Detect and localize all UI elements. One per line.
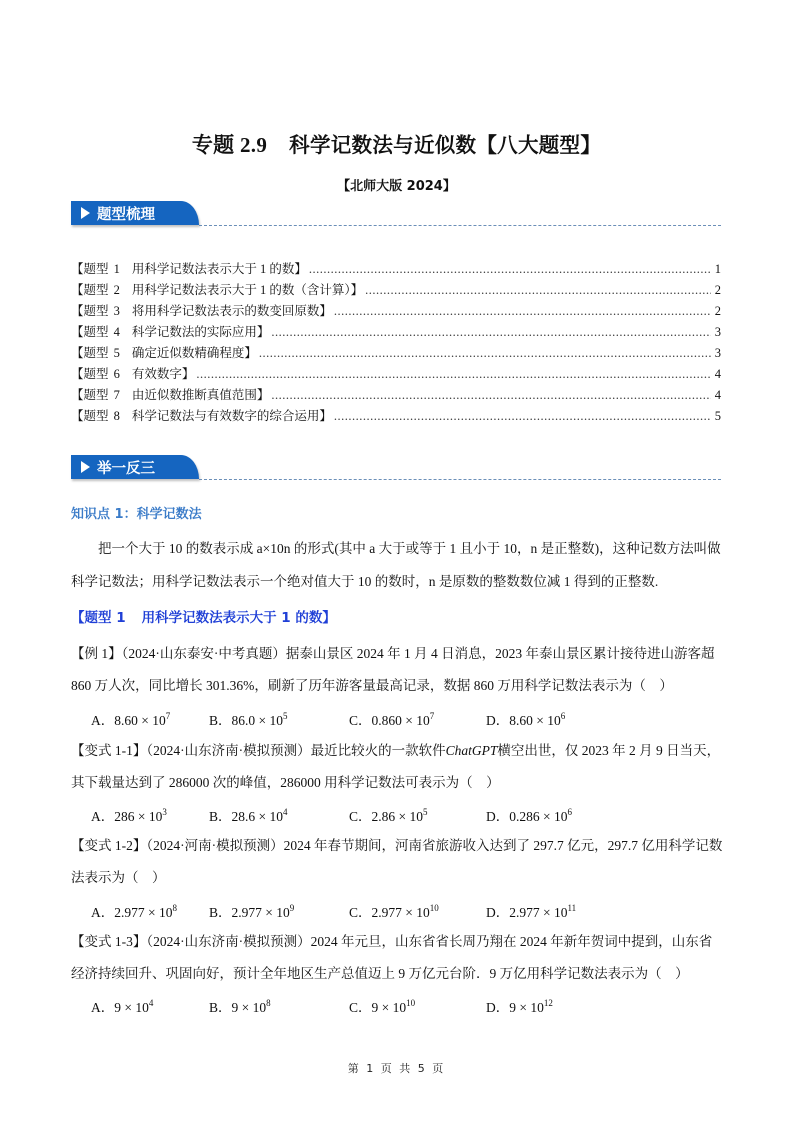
toc-page: 4 xyxy=(714,367,721,381)
option-exponent: 4 xyxy=(148,998,154,1008)
options-row xyxy=(91,805,572,825)
question-tag: 【例 1】 xyxy=(71,646,122,661)
option-value: 28.6 × 10 xyxy=(231,809,284,824)
option-exponent: 7 xyxy=(429,711,435,721)
toc-text: 科学记数法与有效数字的综合运用】 xyxy=(131,409,332,423)
option-label: A． xyxy=(91,905,115,920)
option-label: C． xyxy=(349,713,372,728)
toc-item[interactable] xyxy=(71,280,721,301)
option-value: 0.860 × 10 xyxy=(371,713,430,728)
options-row xyxy=(91,901,576,921)
toc-text: 由近似数推断真值范围】 xyxy=(131,388,270,402)
question-tag: 【变式 1-2】 xyxy=(71,838,147,853)
option-c[interactable] xyxy=(349,805,486,825)
option-exponent: 9 xyxy=(289,903,295,913)
toc-item[interactable] xyxy=(71,259,721,280)
toc-page: 2 xyxy=(714,283,721,297)
option-exponent: 5 xyxy=(423,807,428,817)
question-tag: 【变式 1-3】 xyxy=(71,934,147,949)
toc-prefix: 【题型 xyxy=(71,388,109,402)
type-heading-prefix: 【题型 1 xyxy=(71,610,126,626)
option-a[interactable] xyxy=(91,709,209,729)
toc-page: 4 xyxy=(714,388,721,402)
toc-number: 3 xyxy=(113,304,120,318)
toc-text: 将用科学记数法表示的数变回原数】 xyxy=(131,304,332,318)
question-text: （2024·山东济南·模拟预测）最近比较火的一款软件 xyxy=(146,743,446,758)
leader-dots xyxy=(334,409,711,424)
option-label: D． xyxy=(486,905,510,920)
option-value: 9 × 10 xyxy=(371,1000,407,1015)
leader-dots xyxy=(271,325,711,340)
option-value: 0.286 × 10 xyxy=(509,809,568,824)
question-text: （2024·山东济南·模拟预测）2024 年元旦，山东省省长周乃翔在 2024 年新年贺词中提到，山东省经济持续回升、巩固向好，预计全年地区生产总值迈上 9 万亿元台阶．9 万亿用科学记数法表示为（ ） xyxy=(71,934,713,981)
toc-number: 7 xyxy=(113,388,120,402)
option-exponent: 10 xyxy=(406,998,416,1008)
knowledge-body: 把一个大于 10 的数表示成 a×10n 的形式(其中 a 大于或等于 1 且小于 10，n 是正整数)，这种记数方法叫做科学记数法；用科学记数法表示一个绝对值大于 10 的数时，n 是原数的整数数位减 1 得到的正整数. xyxy=(71,541,721,589)
title-main: 科学记数法与近似数【八大题型】 xyxy=(289,133,602,157)
option-value: 2.977 × 10 xyxy=(509,905,568,920)
section-tab xyxy=(71,455,199,479)
option-exponent: 11 xyxy=(567,903,577,913)
toc-number: 2 xyxy=(113,283,120,297)
option-c[interactable] xyxy=(349,901,486,921)
leader-dots xyxy=(309,262,711,277)
question-text: 横空出世，仅 2023 年 2 月 9 日当天，其下载量达到了 286000 次的峰值，286000 用科学记数法可表示为（ ） xyxy=(71,743,721,790)
play-arrow-icon xyxy=(81,461,90,473)
toc-prefix: 【题型 xyxy=(71,304,109,318)
option-d[interactable] xyxy=(486,901,576,921)
option-exponent: 10 xyxy=(429,903,439,913)
toc-page: 3 xyxy=(714,346,721,360)
option-c[interactable] xyxy=(349,709,486,729)
toc-item[interactable] xyxy=(71,406,721,427)
option-exponent: 6 xyxy=(567,807,572,817)
toc-page: 5 xyxy=(714,409,721,423)
option-value: 86.0 × 10 xyxy=(231,713,284,728)
section-header-practice xyxy=(71,455,721,481)
option-value: 8.60 × 10 xyxy=(509,713,561,728)
type-heading-text: 用科学记数法表示大于 1 的数】 xyxy=(141,610,336,626)
question-variant-1-2 xyxy=(71,830,725,894)
edition-subtitle: 【北师大版 2024】 xyxy=(337,179,456,194)
option-d[interactable] xyxy=(486,996,553,1016)
question-example-1 xyxy=(71,638,725,702)
dashed-divider xyxy=(199,225,721,226)
option-label: C． xyxy=(349,905,372,920)
section-label: 题型梳理 xyxy=(97,206,155,223)
toc-prefix: 【题型 xyxy=(71,367,109,381)
option-exponent: 12 xyxy=(543,998,553,1008)
toc-prefix: 【题型 xyxy=(71,283,109,297)
options-row xyxy=(91,709,565,729)
option-exponent: 4 xyxy=(283,807,288,817)
toc-item[interactable] xyxy=(71,301,721,322)
option-label: A． xyxy=(91,713,115,728)
option-label: A． xyxy=(91,809,115,824)
option-value: 2.977 × 10 xyxy=(114,905,173,920)
play-arrow-icon xyxy=(81,207,90,219)
leader-dots xyxy=(259,346,711,361)
option-label: A． xyxy=(91,1000,115,1015)
question-variant-1-1 xyxy=(71,735,725,799)
option-exponent: 5 xyxy=(283,711,288,721)
option-exponent: 3 xyxy=(162,807,167,817)
option-label: B． xyxy=(209,1000,232,1015)
section-header-overview xyxy=(71,201,721,227)
toc-item[interactable] xyxy=(71,322,721,343)
option-a[interactable] xyxy=(91,901,209,921)
option-label: C． xyxy=(349,1000,372,1015)
option-b[interactable] xyxy=(209,709,349,729)
option-value: 2.977 × 10 xyxy=(371,905,430,920)
toc-number: 6 xyxy=(113,367,120,381)
toc-number: 1 xyxy=(113,262,120,276)
toc-text: 科学记数法的实际应用】 xyxy=(131,325,270,339)
toc-page: 3 xyxy=(714,325,721,339)
toc-item[interactable] xyxy=(71,343,721,364)
toc-page: 2 xyxy=(714,304,721,318)
option-value: 286 × 10 xyxy=(114,809,163,824)
toc-item[interactable] xyxy=(71,364,721,385)
option-value: 9 × 10 xyxy=(231,1000,267,1015)
option-label: B． xyxy=(209,905,232,920)
option-c[interactable] xyxy=(349,996,486,1016)
leader-dots xyxy=(271,388,711,403)
option-value: 8.60 × 10 xyxy=(114,713,166,728)
dashed-divider xyxy=(199,479,721,480)
option-exponent: 8 xyxy=(172,903,177,913)
toc-number: 8 xyxy=(113,409,120,423)
option-value: 2.977 × 10 xyxy=(231,905,290,920)
toc-prefix: 【题型 xyxy=(71,325,109,339)
type-heading xyxy=(71,606,336,626)
question-text-italic: ChatGPT xyxy=(445,743,498,758)
option-label: B． xyxy=(209,713,232,728)
toc-text: 有效数字】 xyxy=(131,367,195,381)
toc-text: 用科学记数法表示大于 1 的数】 xyxy=(131,262,307,276)
option-exponent: 7 xyxy=(165,711,171,721)
toc-text: 确定近似数精确程度】 xyxy=(131,346,257,360)
option-b[interactable] xyxy=(209,996,349,1016)
leader-dots xyxy=(365,283,711,298)
option-d[interactable] xyxy=(486,805,572,825)
toc-prefix: 【题型 xyxy=(71,346,109,360)
question-tag: 【变式 1-1】 xyxy=(71,743,147,758)
toc-number: 5 xyxy=(113,346,120,360)
table-of-contents xyxy=(71,259,721,427)
page-footer: 第 1 页 共 5 页 xyxy=(347,1062,446,1075)
option-value: 9 × 10 xyxy=(509,1000,544,1015)
leader-dots xyxy=(334,304,711,319)
option-a[interactable] xyxy=(91,996,209,1016)
toc-prefix: 【题型 xyxy=(71,262,109,276)
option-exponent: 8 xyxy=(266,998,271,1008)
leader-dots xyxy=(196,367,711,382)
knowledge-heading: 知识点 1：科学记数法 xyxy=(71,507,202,522)
toc-number: 4 xyxy=(113,325,120,339)
page-title xyxy=(0,128,793,159)
option-d[interactable] xyxy=(486,709,565,729)
option-b[interactable] xyxy=(209,805,349,825)
option-b[interactable] xyxy=(209,901,349,921)
option-label: C． xyxy=(349,809,372,824)
toc-page: 1 xyxy=(714,262,721,276)
toc-prefix: 【题型 xyxy=(71,409,109,423)
section-tab xyxy=(71,201,199,225)
question-text: （2024·河南·模拟预测）2024 年春节期间，河南省旅游收入达到了 297.7 亿元，297.7 亿用科学记数法表示为（ ） xyxy=(71,838,723,885)
option-exponent: 6 xyxy=(560,711,566,721)
toc-item[interactable] xyxy=(71,385,721,406)
option-value: 2.86 × 10 xyxy=(371,809,424,824)
toc-text: 用科学记数法表示大于 1 的数（含计算）】 xyxy=(131,283,364,297)
section-label: 举一反三 xyxy=(97,460,155,477)
option-label: B． xyxy=(209,809,232,824)
option-a[interactable] xyxy=(91,805,209,825)
title-prefix: 专题 2.9 xyxy=(191,133,268,157)
option-label: D． xyxy=(486,809,510,824)
option-value: 9 × 10 xyxy=(114,1000,149,1015)
options-row xyxy=(91,996,553,1016)
question-text: （2024·山东泰安·中考真题）据泰山景区 2024 年 1 月 4 日消息，2023 年泰山景区累计接待进山游客超 860 万人次，同比增长 301.36%，刷新了历年游客量最高记录，数据 860 万用科学记数法表示为（ ） xyxy=(71,646,715,693)
option-label: D． xyxy=(486,1000,510,1015)
question-variant-1-3 xyxy=(71,926,725,990)
option-label: D． xyxy=(486,713,510,728)
